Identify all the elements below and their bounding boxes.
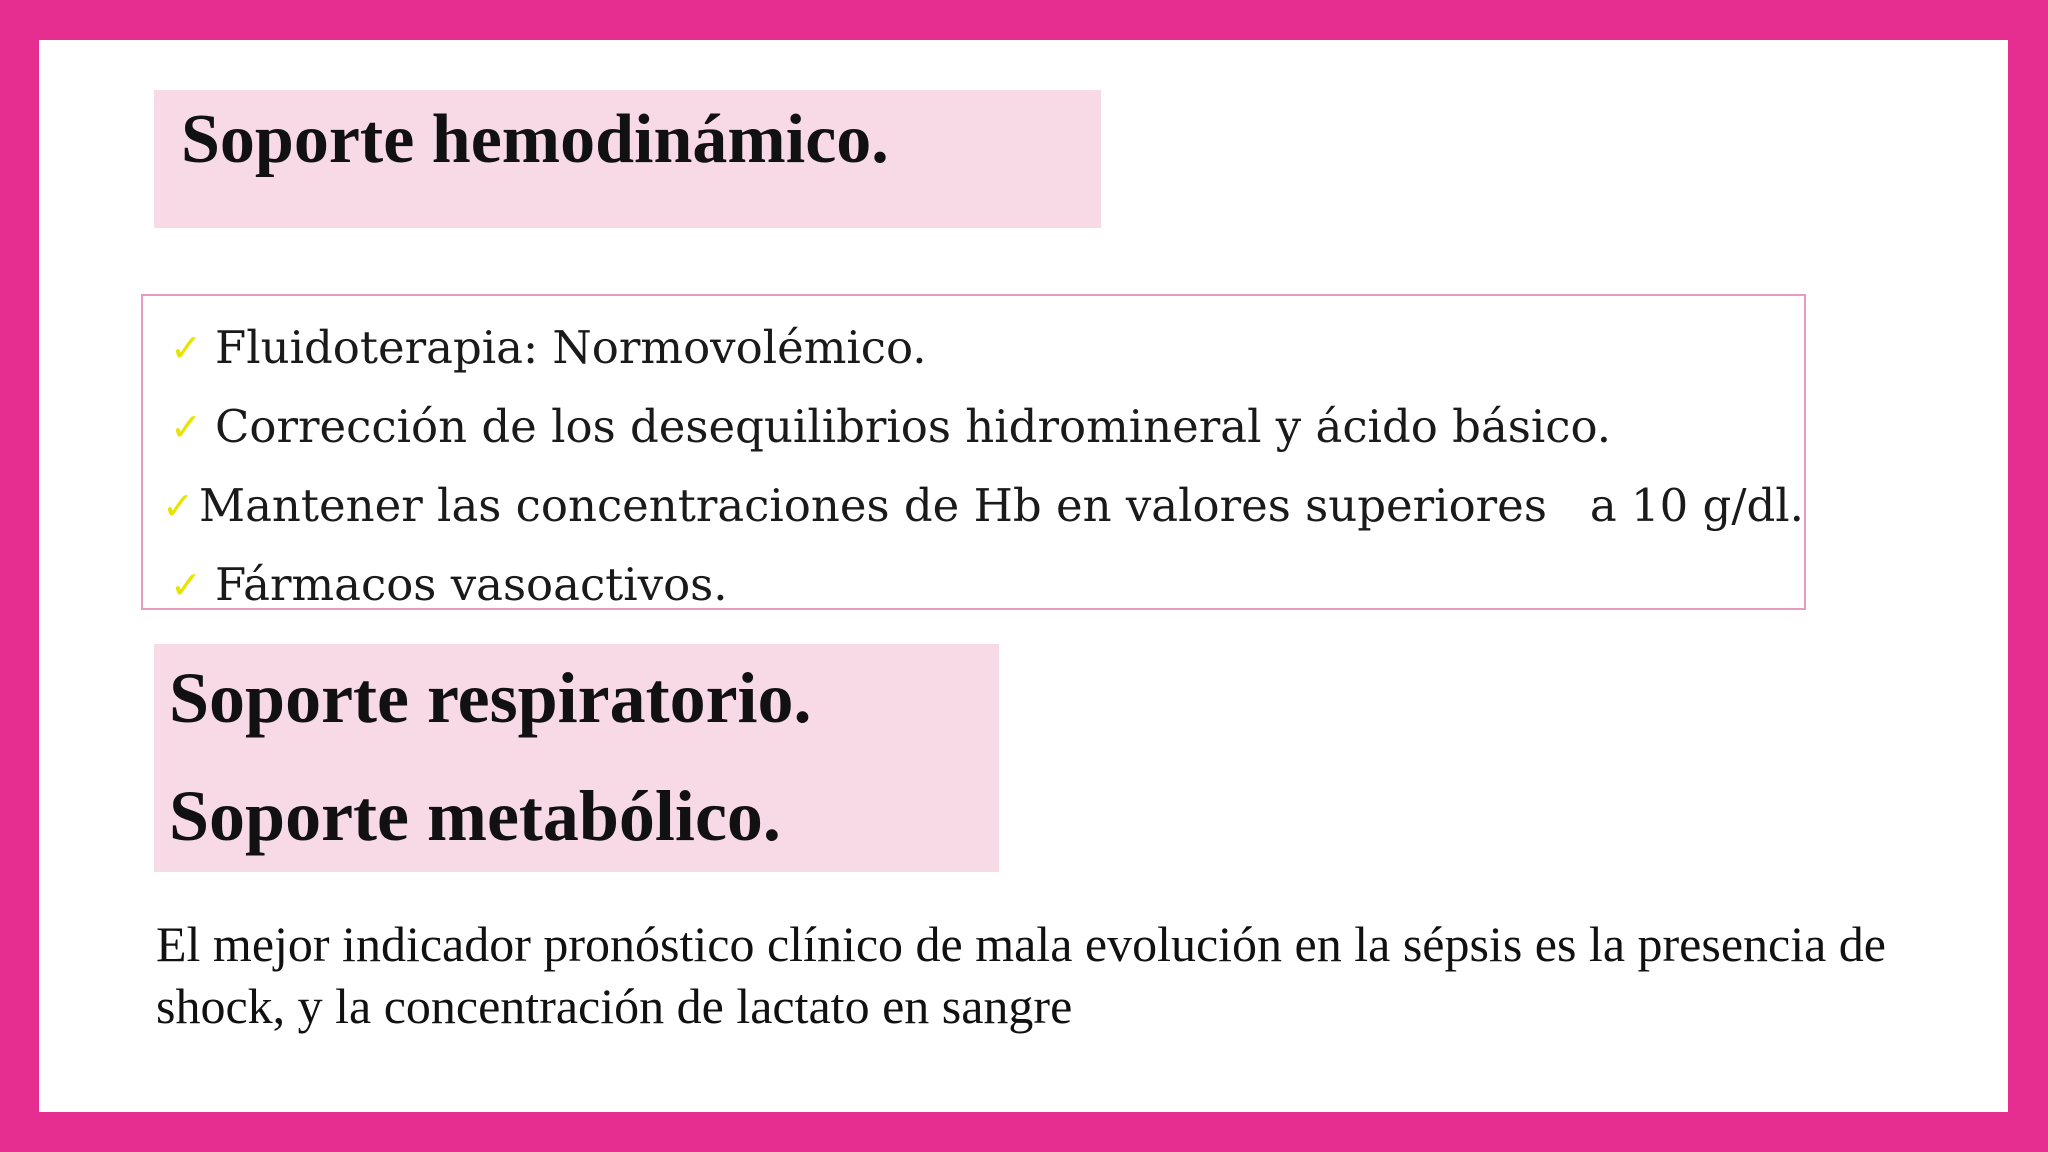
checklist-item — [143, 387, 1804, 466]
slide-title-hemodynamic: Soporte hemodinámico. — [181, 101, 889, 178]
slide — [39, 40, 2008, 1112]
checklist-item-text: Fluidoterapia: Normovolémico. — [215, 321, 927, 374]
checklist-item — [143, 466, 1804, 545]
check-mark-icon: ✓ — [170, 325, 202, 370]
checklist-item-text: Corrección de los desequilibrios hidromineral y ácido básico. — [215, 400, 1612, 453]
check-mark-icon: ✓ — [170, 404, 202, 449]
check-mark-icon: ✓ — [170, 562, 202, 607]
prognosis-note: El mejor indicador pronóstico clínico de mala evolución en la sépsis es la presencia de shock, y la concentración de lactato en sangre — [156, 916, 1886, 1034]
checklist-item — [143, 308, 1804, 387]
slide-title-respiratory: Soporte respiratorio. — [169, 658, 812, 738]
checklist-item-text: Mantener las concentraciones de Hb en valores superiores a 10 g/dl. — [199, 479, 1804, 532]
checklist — [143, 308, 1804, 624]
checklist-box — [141, 294, 1806, 610]
checklist-item-text: Fármacos vasoactivos. — [215, 558, 728, 611]
check-mark-icon: ✓ — [162, 483, 194, 528]
checklist-item — [143, 545, 1804, 624]
slide-title-metabolic: Soporte metabólico. — [169, 776, 781, 856]
